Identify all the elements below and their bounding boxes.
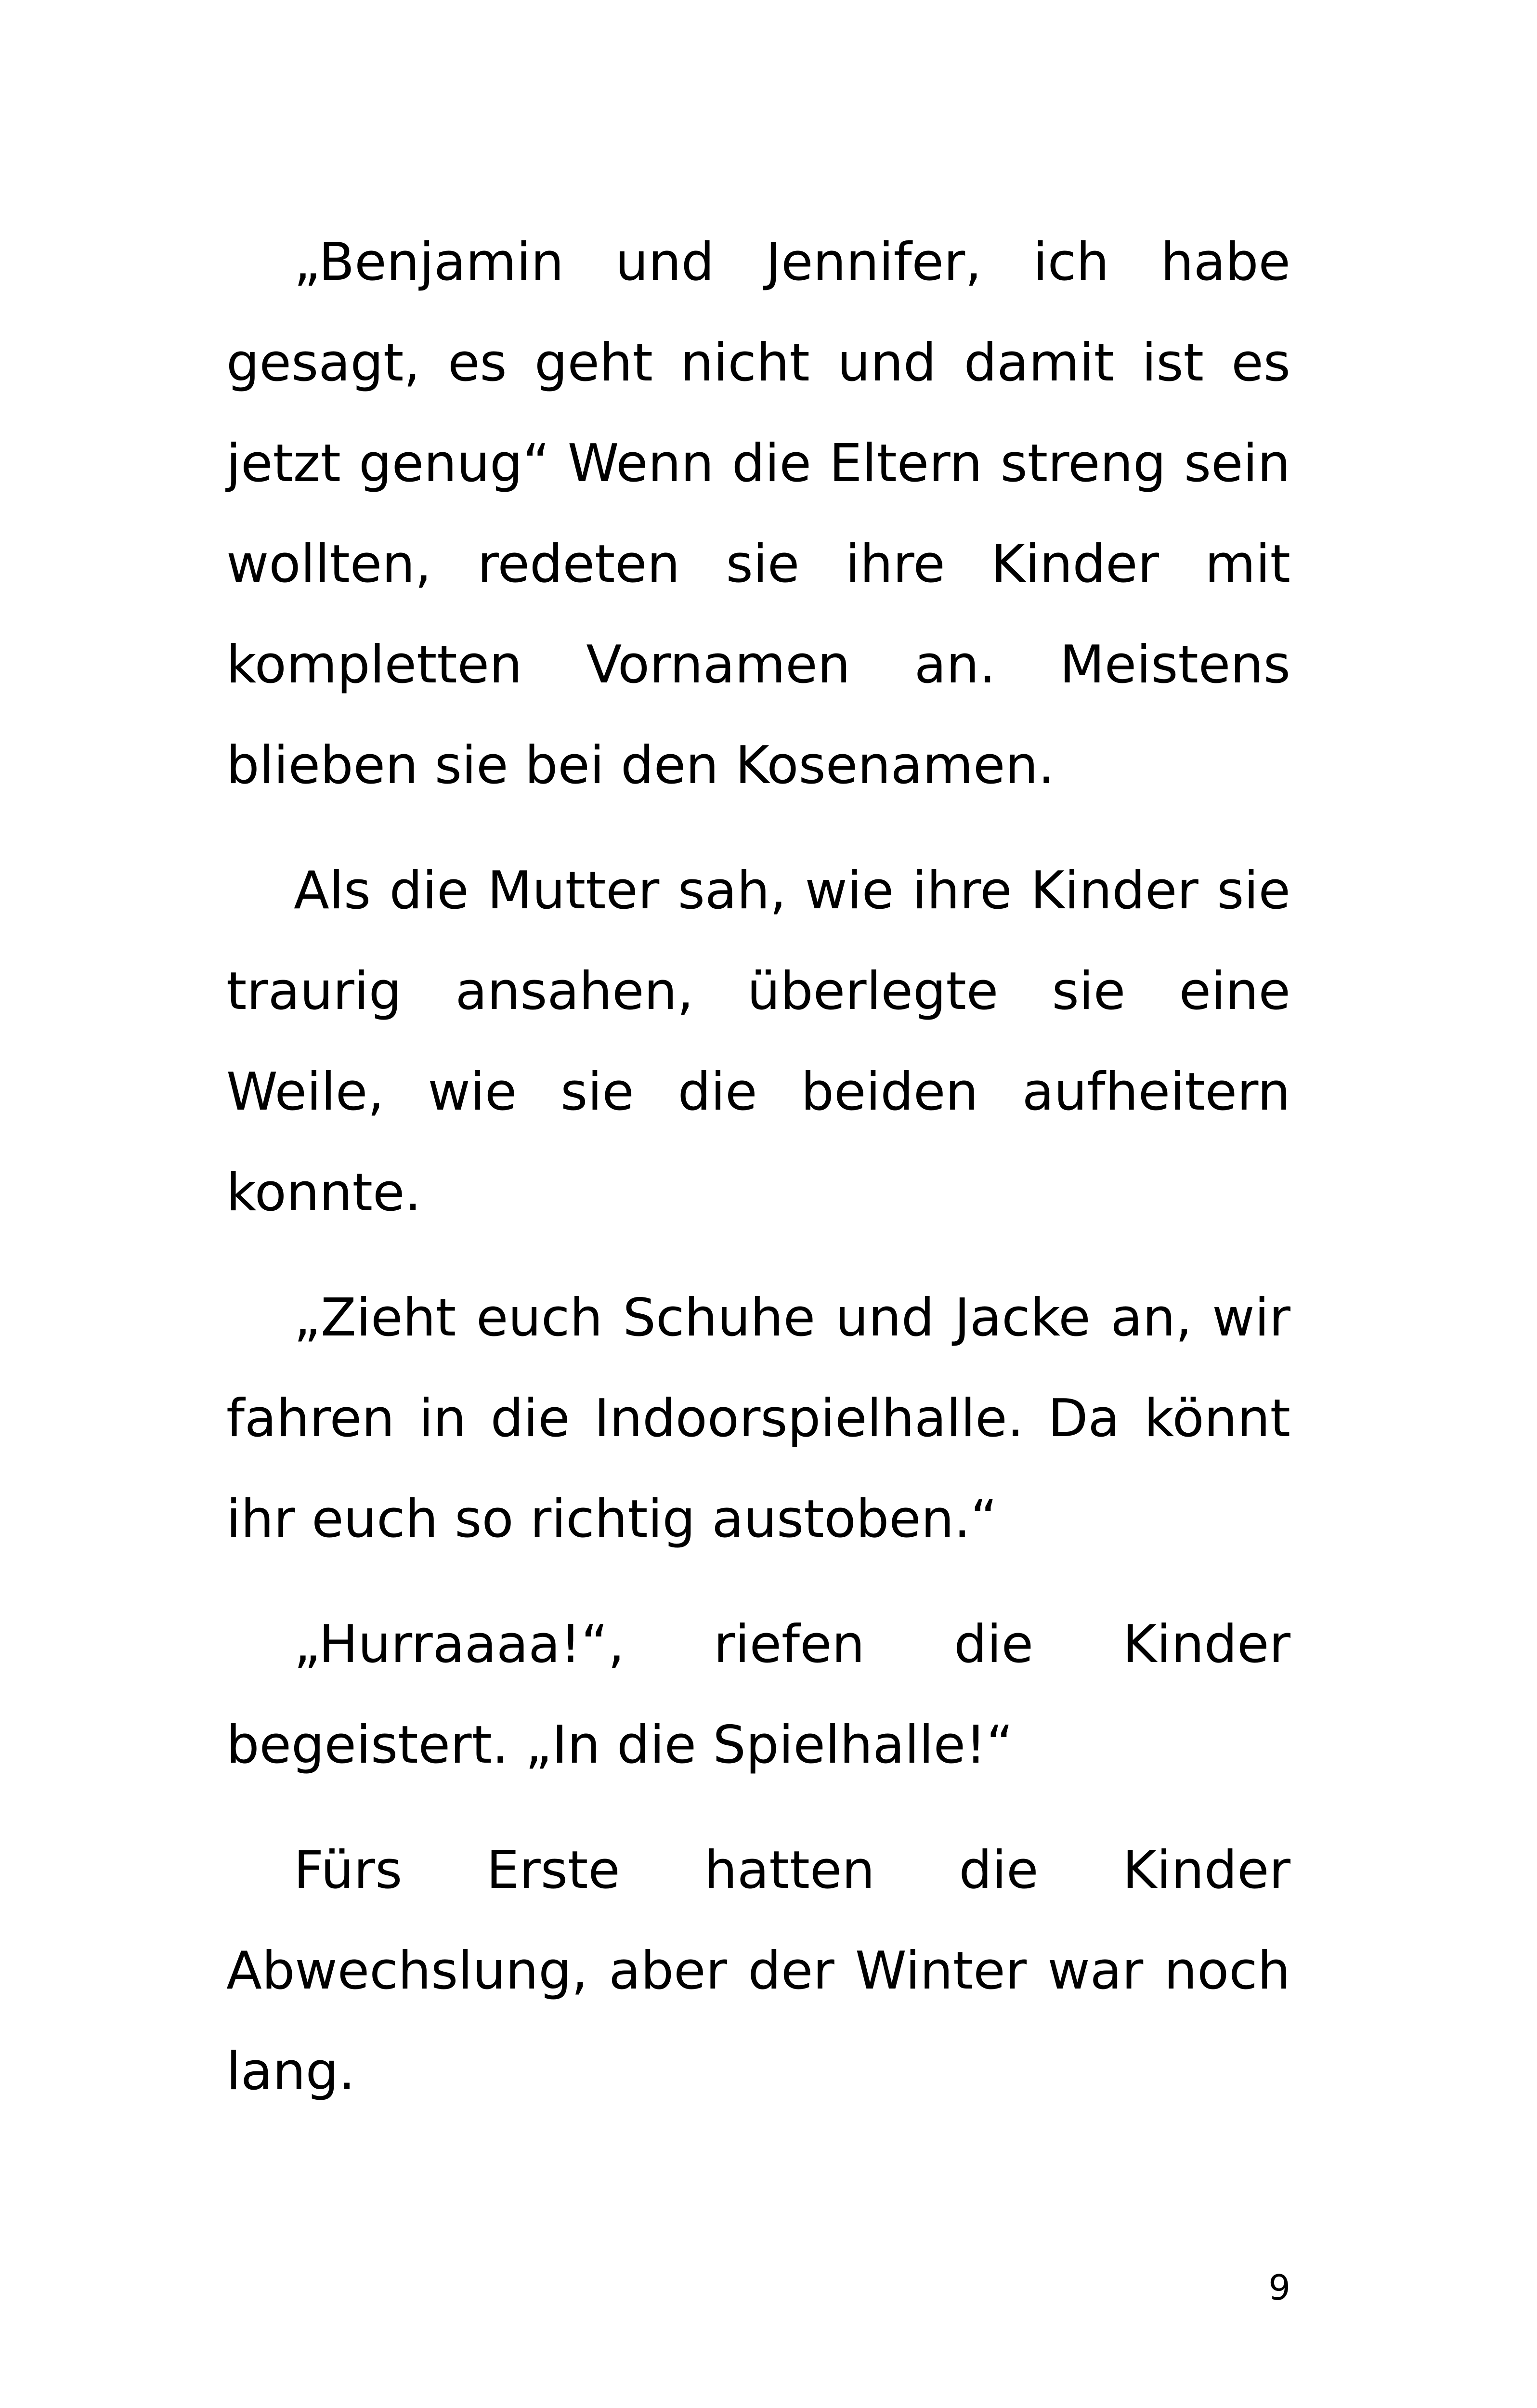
paragraph-5: Fürs Erste hatten die Kinder Abwechslung, aber der Winter war noch lang. (226, 1840, 1290, 2102)
paragraph-3: „Zieht euch Schuhe und Jacke an, wir fahren in die Indoorspielhalle. Da könnt ihr euch so richtig austoben.“ (226, 1288, 1290, 1549)
paragraph-2: Als die Mutter sah, wie ihre Kinder sie traurig ansahen, überlegte sie eine Weile, wie sie die beiden aufheitern konnte. (226, 861, 1290, 1223)
book-page-text (226, 212, 1290, 2146)
page-number: 9 (1268, 2267, 1290, 2308)
paragraph-4: „Hurraaaa!“, riefen die Kinder begeistert. „In die Spielhalle!“ (226, 1614, 1290, 1775)
paragraph-1: „Benjamin und Jennifer, ich habe gesagt, es geht nicht und damit ist es jetzt genug“ Wenn die Eltern streng sein wollten, redeten sie ihre Kinder mit kompletten Vornamen an. Meistens blieben sie bei den Kosenamen. (226, 232, 1290, 796)
